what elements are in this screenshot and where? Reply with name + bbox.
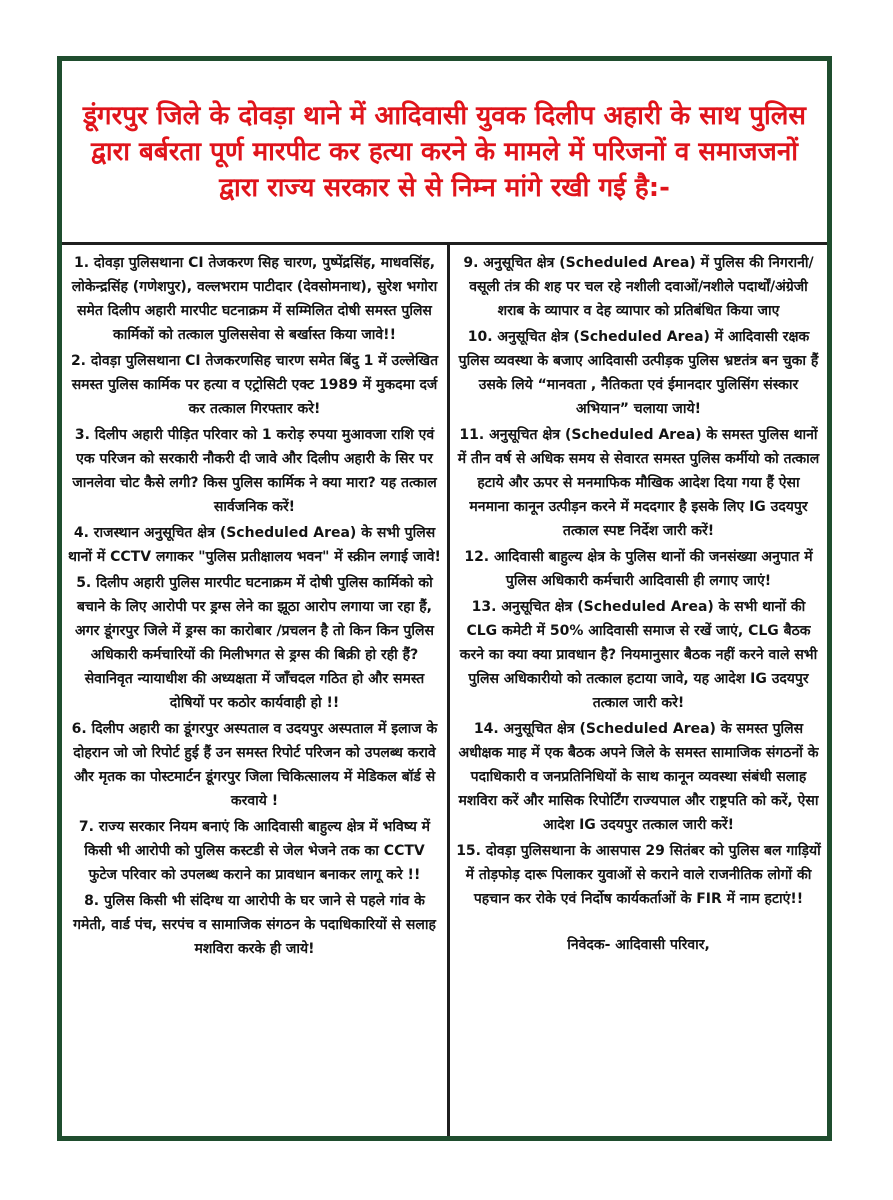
demand-item-3: 3. दिलीप अहारी पीड़ित परिवार को 1 करोड़ रुपया मुआवजा राशि एवं एक परिजन को सरकारी नौकरी दी जावे और दिलीप अहारी के सिर पर जानलेवा चोट कैसे लगी? किस पुलिस कार्मिक ने क्या मारा? यह तत्काल सार्वजनिक करें! (72, 427, 437, 515)
demand-item-12: 12. आदिवासी बाहुल्य क्षेत्र के पुलिस थानों की जनसंख्या अनुपात में पुलिस अधिकारी कर्मचारी आदिवासी ही लगाए जाएं! (464, 549, 813, 589)
demand-item-15: 15. दोवड़ा पुलिसथाना के आसपास 29 सितंबर को पुलिस बल गाड़ियों में तोड़फोड़ दारू पिलाकर युवाओं से कराने वाले राजनीतिक लोगों की पहचान कर रोके एवं निर्दोष कार्यकर्ताओं के FIR में नाम हटाएं!! (456, 843, 821, 907)
demand-item-9: 9. अनुसूचित क्षेत्र (Scheduled Area) में पुलिस की निगरानी/वसूली तंत्र की शह पर चल रहे नशीली दवाओं/नशीले पदार्थों/अंग्रेजी शराब के व्यापार व देह व्यापार को प्रतिबंधित किया जाए (463, 255, 814, 319)
notice-title: डूंगरपुर जिले के दोवड़ा थाने में आदिवासी युवक दिलीप अहारी के साथ पुलिस द्वारा बर्बरता पूर्ण मारपीट कर हत्या करने के मामले में परिजनों व समाजजनों द्वारा राज्य सरकार से से निम्न मांगे रखी गई है:- (83, 100, 806, 203)
demand-item-8: 8. पुलिस किसी भी संदिग्ध या आरोपी के घर जाने से पहले गांव के गमेती, वार्ड पंच, सरपंच व सामाजिक संगठन के पदाधिकारियों से सलाह मशविरा करके ही जाये! (73, 893, 436, 957)
demand-item-1: 1. दोवड़ा पुलिसथाना CI तेजकरण सिह चारण, पुष्पेंद्रसिंह, माधवसिंह, लोकेन्द्रसिंह (गणेशपुर), वल्लभराम पाटीदार (देवसोमनाथ), सुरेश भगोरा समेत दिलीप अहारी मारपीट घटनाक्रम में सम्मिलित दोषी समस्त पुलिस कार्मिकों को तत्काल पुलिससेवा से बर्खास्त किया जावे!! (71, 255, 438, 343)
demands-right-column (450, 245, 827, 1136)
demand-item-10: 10. अनुसूचित क्षेत्र (Scheduled Area) में आदिवासी रक्षक पुलिस व्यवस्था के बजाए आदिवासी उत्पीड़क पुलिस भ्रष्टतंत्र बन चुका हैं उसके लिये “मानवता , नैतिकता एवं ईमानदार पुलिसिंग संस्कार अभियान” चलाया जाये! (458, 329, 819, 417)
demand-item-6: 6. दिलीप अहारी का डूंगरपुर अस्पताल व उदयपुर अस्पताल में इलाज के दोहरान जो जो रिपोर्ट हुई हैं उन समस्त रिपोर्ट परिजन को उपलब्ध करावे और मृतक का पोस्टमार्टन डूंगरपुर जिला चिकित्सालय में मेडिकल बॉर्ड से करवाये ! (71, 721, 438, 809)
demands-left-column (62, 245, 450, 1136)
demand-item-5: 5. दिलीप अहारी पुलिस मारपीट घटनाक्रम में दोषी पुलिस कार्मिको को बचाने के लिए आरोपी पर ड्रग्स लेने का झूठा आरोप लगाया जा रहा हैं, अगर डूंगरपुर जिले में ड्रग्स का कारोबार /प्रचलन है तो किन किन पुलिस अधिकारी कर्मचारियों की मिलीभगत से ड्रग्स की बिक्री हो रही हैं? सेवानिवृत न्यायाधीश की अध्यक्षता में जाँचदल गठित हो और समस्त दोषियों पर कठोर कार्यवाही हो !! (75, 575, 434, 711)
notice-frame (57, 56, 832, 1141)
demand-item-4: 4. राजस्थान अनुसूचित क्षेत्र (Scheduled Area) के सभी पुलिस थानों में CCTV लगाकर "पुलिस प्रतीक्षालय भवन" में स्क्रीन लगाई जावे! (68, 525, 441, 565)
demand-item-14: 14. अनुसूचित क्षेत्र (Scheduled Area) के समस्त पुलिस अधीक्षक माह में एक बैठक अपने जिले के समस्त सामाजिक संगठनों के पदाधिकारी व जनप्रतिनिधियों के साथ कानून व्यवस्था संबंधी सलाह मशविरा करें और मासिक रिपोर्टिंग राज्यपाल और राष्ट्रपति को करें, ऐसा आदेश IG उदयपुर तत्काल जारी करें! (458, 721, 819, 833)
notice-header (62, 61, 827, 245)
signature: निवेदक- आदिवासी परिवार, (567, 937, 710, 953)
demand-item-2: 2. दोवड़ा पुलिसथाना CI तेजकरणसिह चारण समेत बिंदु 1 में उल्लेखित समस्त पुलिस कार्मिक पर हत्या व एट्रोसिटी एक्ट 1989 में मुकदमा दर्ज कर तत्काल गिरफ्तार करे! (70, 353, 439, 417)
demand-item-13: 13. अनुसूचित क्षेत्र (Scheduled Area) के सभी थानों की CLG कमेटी में 50% आदिवासी समाज से रखें जाएं, CLG बैठक करने का क्या क्या प्रावधान है? नियमानुसार बैठक नहीं करने वाले सभी पुलिस अधिकारीयो को तत्काल हटाया जावे, यह आदेश IG उदयपुर तत्काल जारी करे! (459, 599, 818, 711)
demand-item-11: 11. अनुसूचित क्षेत्र (Scheduled Area) के समस्त पुलिस थानों में तीन वर्ष से अधिक समय से सेवारत समस्त पुलिस कर्मीयो को तत्काल हटाये और ऊपर से मनमाफिक मौखिक आदेश दिया गया हैं ऐसा मनमाना कानून उत्पीड़न करने में मददगार है इसके लिए IG उदयपुर तत्काल स्पष्ट निर्देश जारी करें! (457, 427, 820, 539)
demand-item-7: 7. राज्य सरकार नियम बनाएं कि आदिवासी बाहुल्य क्षेत्र में भविष्य में किसी भी आरोपी को पुलिस कस्टडी से जेल भेजने तक का CCTV फुटेज परिवार को उपलब्ध कराने का प्रावधान बनाकर लागू करे !! (78, 819, 431, 883)
